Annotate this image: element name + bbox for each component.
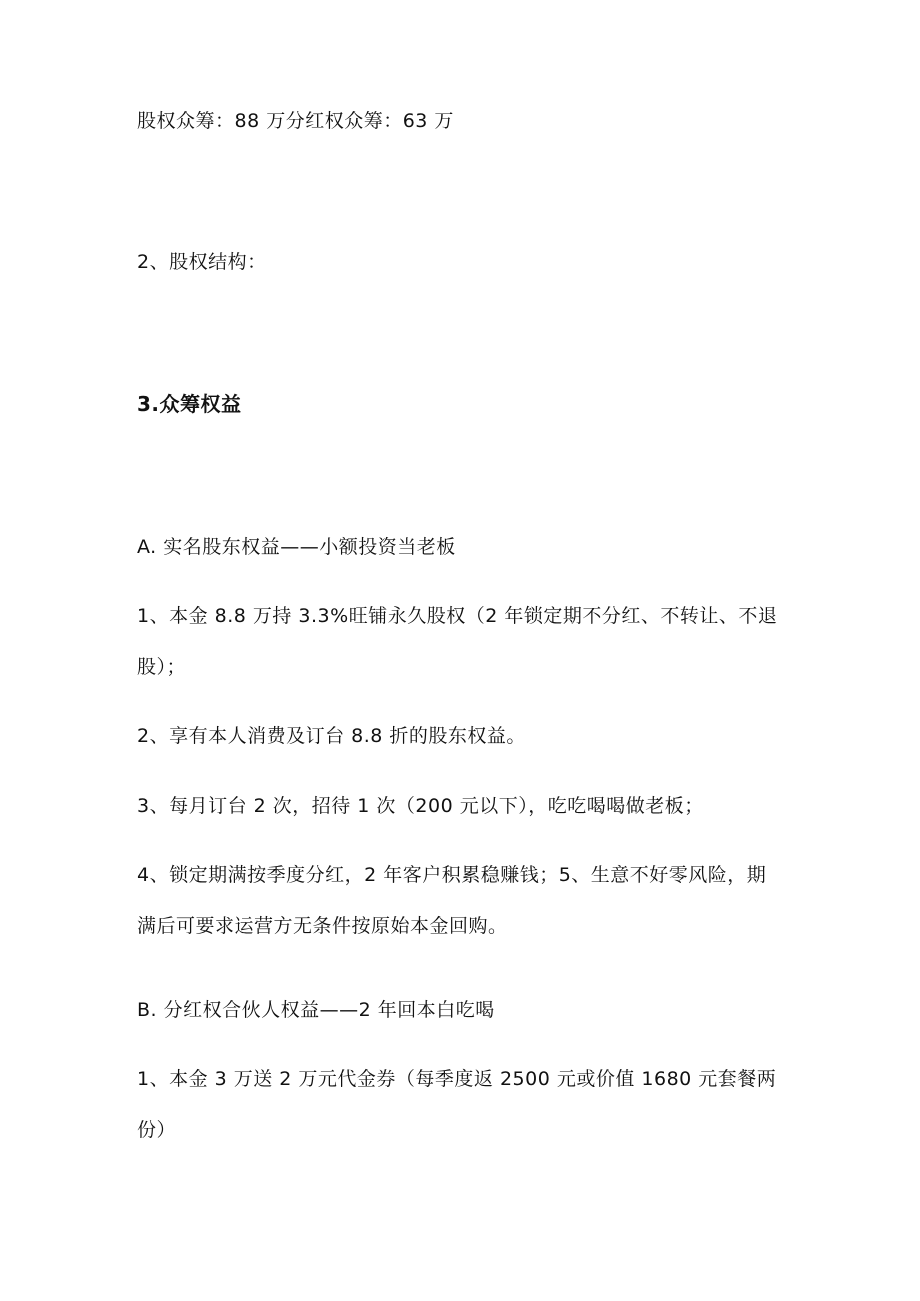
a-item-4-5: 4、锁定期满按季度分红，2 年客户积累稳赚钱；5、生意不好零风险，期 (137, 864, 767, 886)
b-item-1: 1、本金 3 万送 2 万元代金券（每季度返 2500 元或价值 1680 元套餐两 (137, 1068, 777, 1090)
a-item-3: 3、每月订台 2 次，招待 1 次（200 元以下），吃吃喝喝做老板； (137, 795, 704, 817)
crowdfunding-amounts: 股权众筹：88 万分红权众筹：63 万 (137, 110, 454, 132)
b-item-1-continued: 份） (137, 1119, 177, 1141)
section-equity-structure: 2、股权结构： (137, 251, 267, 273)
section-heading-crowdfunding-rights: 3.众筹权益 (137, 392, 242, 416)
a-item-5-continued: 满后可要求运营方无条件按原始本金回购。 (137, 915, 508, 937)
a-item-2: 2、享有本人消费及订台 8.8 折的股东权益。 (137, 725, 526, 747)
a-item-1-continued: 股）； (137, 656, 187, 678)
subsection-b-title: B. 分红权合伙人权益——2 年回本白吃喝 (137, 999, 495, 1021)
a-item-1: 1、本金 8.8 万持 3.3%旺铺永久股权（2 年锁定期不分红、不转让、不退 (137, 605, 778, 627)
subsection-a-title: A. 实名股东权益——小额投资当老板 (137, 536, 456, 558)
